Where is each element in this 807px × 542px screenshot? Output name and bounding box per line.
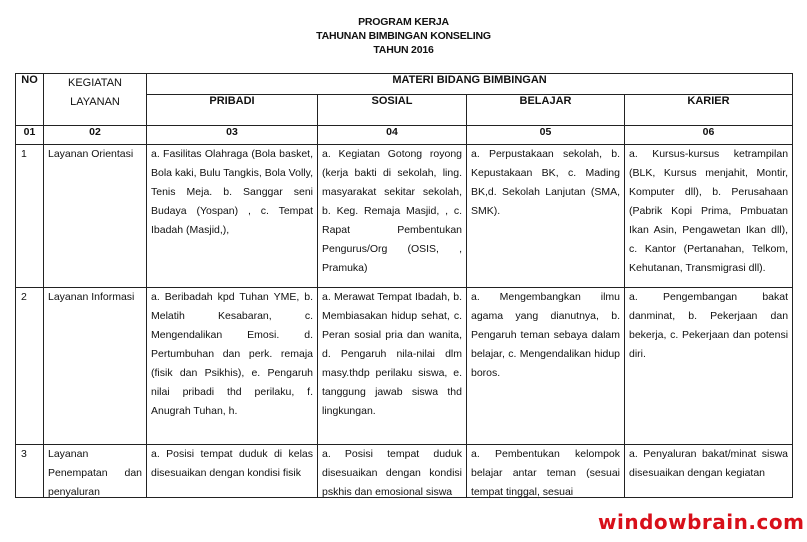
header-pribadi: PRIBADI: [147, 95, 318, 126]
sosial-text: a. Posisi tempat duduk disesuaikan dengan kondisi pskhis dan emosional siswa: [322, 448, 462, 497]
header-no: NO: [16, 74, 44, 126]
header-sosial: SOSIAL: [318, 95, 467, 126]
karier-cell: [625, 445, 793, 498]
column-number: 05: [467, 126, 625, 145]
karier-cell: a. Kursus-kursus ketrampilan (BLK, Kursus menjahit, Montir, Komputer dll), b. Perusahaan (Pabrik Kopi Prima, Pmbuatan Ikan Asin, Pengawetan Ikan dll), c. Kantor (Pertanahan, Telkom, Kehutanan, Transmigrasi dll).: [625, 145, 793, 288]
column-number: 01: [16, 126, 44, 145]
doc-title-line-1: PROGRAM KERJA: [358, 16, 449, 28]
sosial-cell: [318, 445, 467, 498]
kegiatan-text: Layanan Penempatan dan penyaluran: [48, 448, 142, 497]
table-row: [16, 445, 793, 498]
row-number: [16, 445, 44, 498]
pribadi-text: a. Posisi tempat duduk di kelas disesuaikan dengan kondisi fisik: [151, 448, 313, 479]
belajar-cell: [467, 445, 625, 498]
program-table: [15, 73, 793, 498]
kegiatan-cell: Layanan Orientasi: [44, 145, 147, 288]
row-number: 1: [16, 145, 44, 288]
pribadi-cell: [147, 445, 318, 498]
sosial-cell: a. Kegiatan Gotong royong (kerja bakti di sekolah, ling. masyarakat sekitar sekolah, b. Keg. Remaja Masjid, , c. Rapat Pembentukan Pengurus/Org (OSIS, , Pramuka): [318, 145, 467, 288]
header-karier: KARIER: [625, 95, 793, 126]
header-kegiatan: KEGIATAN LAYANAN: [44, 74, 147, 126]
header-materi: MATERI BIDANG BIMBINGAN: [147, 74, 793, 95]
karier-cell: a. Pengembangan bakat danminat, b. Pekerjaan dan bekerja, c. Pekerjaan dan potensi diri.: [625, 288, 793, 445]
table-row: [16, 145, 793, 288]
table-row: [16, 288, 793, 445]
column-number: 03: [147, 126, 318, 145]
kegiatan-cell: Layanan Informasi: [44, 288, 147, 445]
pribadi-cell: a. Fasilitas Olahraga (Bola basket, Bola kaki, Bulu Tangkis, Bola Volly, Tenis Meja. b. Sanggar seni Budaya (Yospan) , c. Tempat Ibadah (Masjid,),: [147, 145, 318, 288]
pribadi-cell: a. Beribadah kpd Tuhan YME, b. Melatih Kesabaran, c. Mengendalikan Emosi. d. Pertumbuhan dan perk. remaja (fisik dan Psikhis), e. Pengaruh nilai pribadi thd perilaku, f. Anugrah Tuhan, h.: [147, 288, 318, 445]
belajar-cell: a. Perpustakaan sekolah, b. Kepustakaan BK, c. Mading BK,d. Sekolah Lanjutan (SMA, SMK).: [467, 145, 625, 288]
karier-text: a. Penyaluran bakat/minat siswa disesuaikan dengan kegiatan: [629, 448, 789, 479]
sosial-cell: a. Merawat Tempat Ibadah, b. Membiasakan hidup sehat, c. Peran sosial pria dan wanita, d. Pengaruh nila-nilai dlm masy.thdp perilaku siswa, e. tanggung jawab siswa thd lingkungan.: [318, 288, 467, 445]
header-belajar: BELAJAR: [467, 95, 625, 126]
belajar-cell: a. Mengembangkan ilmu agama yang dianutnya, b. Pengaruh teman sebaya dalam belajar, c. Mengendalikan hidup boros.: [467, 288, 625, 445]
doc-title-line-2: TAHUNAN BIMBINGAN KONSELING: [316, 30, 491, 42]
column-number: 04: [318, 126, 467, 145]
doc-title-line-3: TAHUN 2016: [373, 44, 434, 56]
row-number-text: 3: [21, 448, 27, 460]
column-number-row: [16, 126, 793, 145]
belajar-text: a. Pembentukan kelompok belajar antar teman (sesuai tempat tinggal, sesuai: [471, 448, 620, 497]
row-number: 2: [16, 288, 44, 445]
watermark: windowbrain.com: [598, 510, 805, 534]
column-number: 02: [44, 126, 147, 145]
kegiatan-cell: [44, 445, 147, 498]
column-number: 06: [625, 126, 793, 145]
